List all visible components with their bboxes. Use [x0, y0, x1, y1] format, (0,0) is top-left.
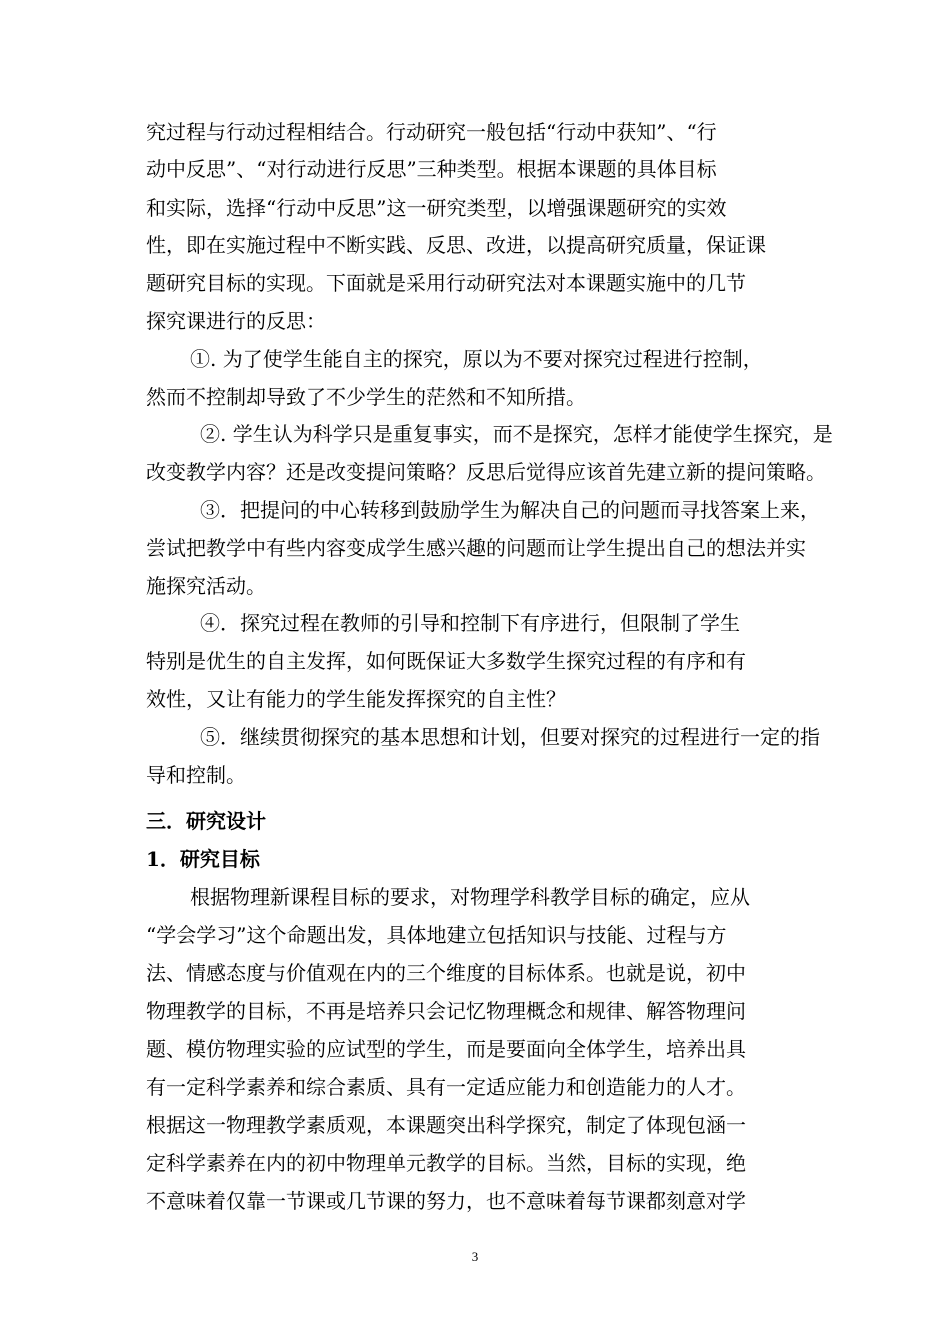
paragraph-line: 效性，又让有能力的学生能发挥探究的自主性？ — [146, 687, 566, 711]
paragraph-line: 和实际，选择“行动中反思”这一研究类型，以增强课题研究的实效 — [146, 196, 727, 220]
paragraph-line: 根据这一物理教学素质观，本课题突出科学探究，制定了体现包涵一 — [146, 1113, 746, 1137]
reflection-item-4: ④．探究过程在教师的引导和控制下有序进行，但限制了学生 — [200, 611, 740, 635]
paragraph-line: 不意味着仅靠一节课或几节课的努力，也不意味着每节课都刻意对学 — [146, 1189, 746, 1213]
paragraph-line: 究过程与行动过程相结合。行动研究一般包括“行动中获知”、“行 — [146, 120, 717, 144]
paragraph-line: 性，即在实施过程中不断实践、反思、改进，以提高研究质量，保证课 — [146, 233, 766, 257]
reflection-item-5: ⑤．继续贯彻探究的基本思想和计划，但要对探究的过程进行一定的指 — [200, 725, 820, 749]
paragraph-line: 定科学素养在内的初中物理单元教学的目标。当然，目标的实现，绝 — [146, 1151, 746, 1175]
paragraph-line: 探究课进行的反思： — [146, 309, 326, 333]
paragraph-line: 根据物理新课程目标的要求，对物理学科教学目标的确定，应从 — [190, 885, 750, 909]
paragraph-line: 然而不控制却导致了不少学生的茫然和不知所措。 — [146, 385, 586, 409]
paragraph-line: 尝试把教学中有些内容变成学生感兴趣的问题而让学生提出自己的想法并实 — [146, 536, 806, 560]
paragraph-line: 特别是优生的自主发挥，如何既保证大多数学生探究过程的有序和有 — [146, 649, 746, 673]
page-number: 3 — [471, 1249, 479, 1264]
paragraph-line: 改变教学内容？还是改变提问策略？反思后觉得应该首先建立新的提问策略。 — [146, 460, 826, 484]
paragraph-line: 施探究活动。 — [146, 574, 266, 598]
paragraph-line: 物理教学的目标，不再是培养只会记忆物理概念和规律、解答物理问 — [146, 999, 746, 1023]
subsection-heading: 1．研究目标 — [146, 847, 260, 871]
paragraph-line: 法、情感态度与价值观在内的三个维度的目标体系。也就是说，初中 — [146, 961, 746, 985]
reflection-item-1: ①. 为了使学生能自主的探究，原以为不要对探究过程进行控制， — [190, 347, 763, 371]
section-heading: 三．研究设计 — [146, 809, 266, 833]
paragraph-line: “学会学习”这个命题出发，具体地建立包括知识与技能、过程与方 — [146, 923, 727, 947]
reflection-item-2: ②. 学生认为科学只是重复事实，而不是探究，怎样才能使学生探究，是 — [200, 422, 833, 446]
paragraph-line: 动中反思”、“对行动进行反思”三种类型。根据本课题的具体目标 — [146, 157, 717, 181]
paragraph-line: 导和控制。 — [146, 763, 246, 787]
reflection-item-3: ③．把提问的中心转移到鼓励学生为解决自己的问题而寻找答案上来， — [200, 498, 820, 522]
paragraph-line: 题研究目标的实现。下面就是采用行动研究法对本课题实施中的几节 — [146, 271, 746, 295]
paragraph-line: 有一定科学素养和综合素质、具有一定适应能力和创造能力的人才。 — [146, 1075, 746, 1099]
paragraph-line: 题、模仿物理实验的应试型的学生，而是要面向全体学生，培养出具 — [146, 1037, 746, 1061]
